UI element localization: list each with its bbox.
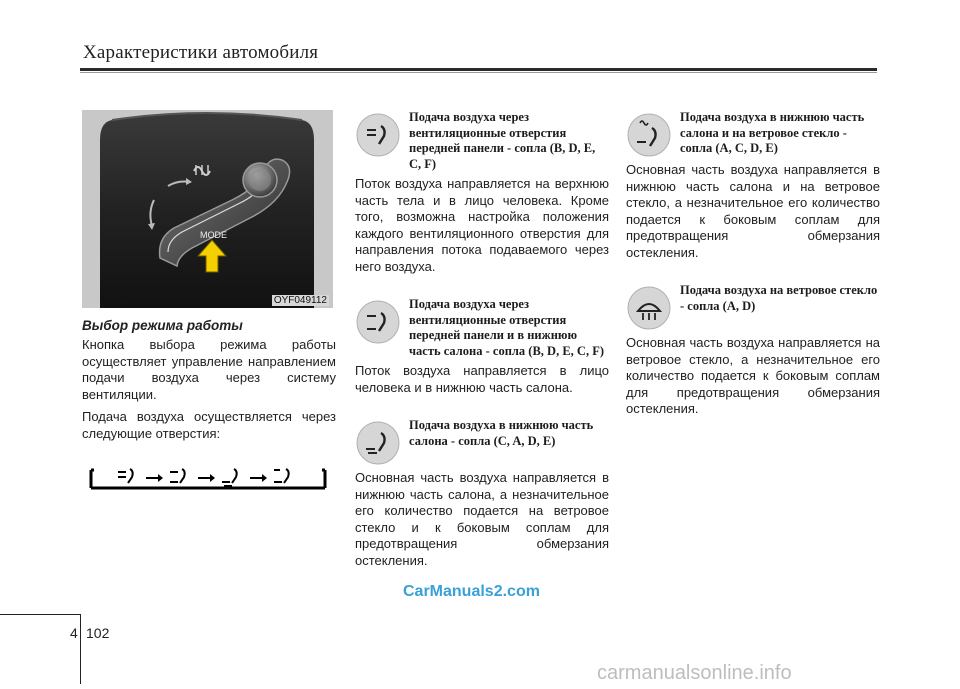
mode-sequence-diagram	[88, 466, 328, 490]
mode-description: Поток воздуха направляется на верхнюю часть тела и в лицо человека. Кроме того, возможна настройка положения каждого вентиляционного отверстия для направления потока подаваемого через него воздуха.	[355, 176, 609, 274]
page-header-title: Характеристики автомобиля	[83, 42, 319, 63]
vents-paragraph: Подача воздуха осуществляется через следующие отверстия:	[82, 409, 336, 441]
mode-description: Основная часть воздуха направляется на ветровое стекло, а незначительное его количество подается к боковым соплам для предотвращения обмерзания остекления.	[626, 335, 880, 416]
header-rule-thin	[80, 72, 877, 73]
mode-caption: Подача воздуха через вентиляционные отверстия передней панели - сопла (B, D, E, C, F)	[409, 110, 596, 171]
chapter-number: 4	[70, 625, 78, 641]
column-right	[626, 110, 880, 424]
mode-caption: Подача воздуха в нижнюю часть салона и на ветровое стекло - сопла (A, C, D, E)	[680, 110, 865, 155]
face-vent-icon	[118, 469, 133, 483]
mode-description: Основная часть воздуха направляется в нижнюю часть салона и на ветровое стекло, а незначительное его количество подается к боковым соплам для предотвращения обмерзания остекления.	[626, 162, 880, 260]
defrost-icon	[626, 285, 672, 331]
mode-bi-level	[355, 297, 609, 359]
control-panel-illustration	[82, 110, 333, 308]
intro-paragraph: Кнопка выбора режима работы осуществляет управление направлением подачи воздуха через систему вентиляции.	[82, 337, 336, 402]
watermark: carmanualsonline.info	[597, 662, 792, 684]
section-title: Выбор режима работы	[82, 318, 243, 333]
watermark[interactable]: CarManuals2.com	[403, 583, 540, 600]
face-vent-icon	[355, 112, 401, 158]
mode-button-label: MODE	[200, 230, 227, 240]
bi-level-icon	[170, 469, 185, 483]
page-number: 102	[86, 625, 110, 641]
column-middle	[355, 110, 609, 575]
mode-caption: Подача воздуха на ветровое стекло - сопла (A, D)	[680, 283, 878, 313]
footer-rule	[0, 614, 80, 615]
mode-caption: Подача воздуха в нижнюю часть салона - сопла (C, A, D, E)	[409, 418, 594, 448]
mode-floor-defrost	[626, 110, 880, 158]
bi-level-icon	[355, 299, 401, 345]
column-left	[82, 110, 336, 495]
floor-defrost-icon	[626, 112, 672, 158]
mode-caption: Подача воздуха через вентиляционные отверстия передней панели и в нижнюю часть салона - сопла (B, D, E, C, F)	[409, 297, 604, 358]
floor-icon	[355, 420, 401, 466]
defrost-icon	[194, 165, 210, 175]
mode-floor	[355, 418, 609, 466]
mode-description: Поток воздуха направляется в лицо человека и в нижнюю часть салона.	[355, 363, 609, 395]
floor-icon	[222, 469, 237, 486]
mode-description: Основная часть воздуха направляется в нижнюю часть салона, а незначительное его количество подается на ветровое стекло и к боковым соплам для предотвращения обмерзания остекления.	[355, 470, 609, 568]
mode-defrost	[626, 283, 880, 331]
footer-rule-vertical	[80, 614, 81, 684]
figure-code: OYF049112	[273, 295, 327, 306]
mode-button-figure	[82, 110, 333, 308]
header-rule	[80, 68, 877, 71]
floor-defrost-icon	[274, 469, 289, 483]
mode-face	[355, 110, 609, 172]
